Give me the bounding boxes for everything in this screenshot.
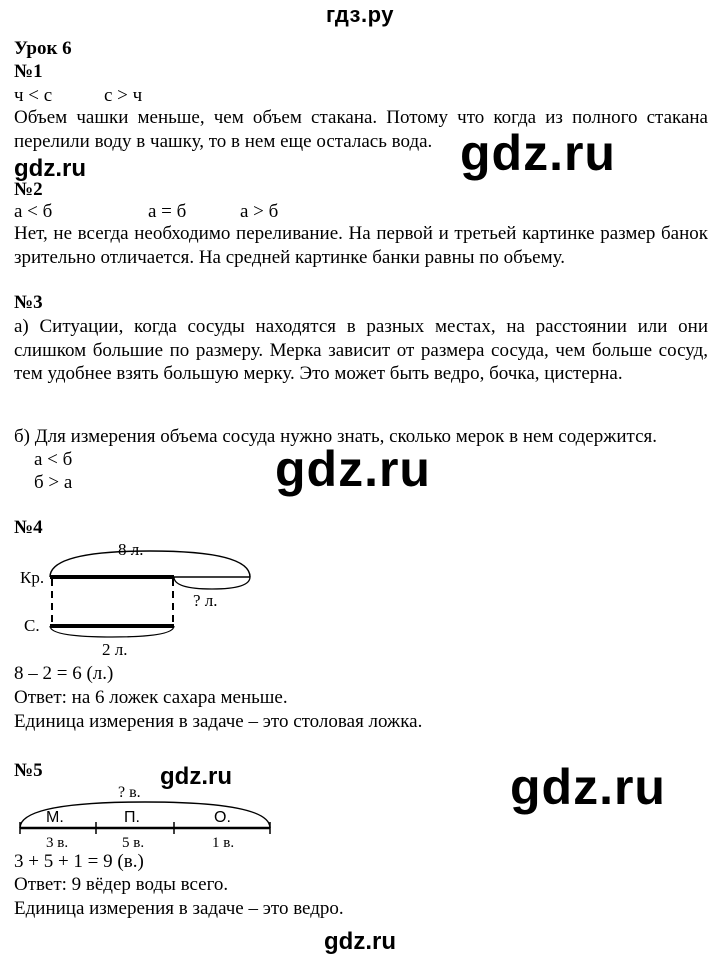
task-2-comparison-3: а > б bbox=[240, 201, 279, 222]
difference-label: ? л. bbox=[193, 591, 218, 610]
task-5-unit: Единица измерения в задаче – это ведро. bbox=[14, 898, 344, 919]
task-1-comparison-2: с > ч bbox=[104, 85, 143, 106]
watermark: gdz.ru bbox=[510, 759, 666, 815]
segment-2-value: 5 в. bbox=[122, 835, 145, 851]
bottom-label: 2 л. bbox=[102, 640, 128, 659]
task-5-number: №5 bbox=[14, 760, 43, 781]
task-5-diagram bbox=[10, 782, 280, 852]
task-5-equation: 3 + 5 + 1 = 9 (в.) bbox=[14, 851, 144, 872]
task-2-comparison-2: а = б bbox=[148, 201, 187, 222]
row-2-label: С. bbox=[24, 616, 40, 635]
site-title: гдз.ру bbox=[326, 2, 394, 27]
watermark: gdz.ru bbox=[275, 441, 431, 497]
task-4-number: №4 bbox=[14, 517, 43, 538]
task-3-text-a: а) Ситуации, когда сосуды находятся в разных местах, на расстоянии или они слишком большие по размеру. Мерка зависит от размера сосуда, чем больше сосуд, тем удобнее взять большую мерку. Это может быть ведро, бочка, цистерна. bbox=[14, 316, 708, 384]
task-3-text-b: б) Для измерения объема сосуда нужно знать, сколько мерок в нем содержится. bbox=[14, 426, 657, 447]
task-2-comparison-1: а < б bbox=[14, 201, 53, 222]
task-4-equation: 8 – 2 = 6 (л.) bbox=[14, 663, 114, 684]
task-1-comparison-1: ч < с bbox=[14, 85, 53, 106]
task-4-unit: Единица измерения в задаче – это столовая ложка. bbox=[14, 711, 423, 732]
segment-3-value: 1 в. bbox=[212, 835, 235, 851]
task-5-answer: Ответ: 9 вёдер воды всего. bbox=[14, 874, 229, 895]
task-2-number: №2 bbox=[14, 179, 43, 200]
top-label: 8 л. bbox=[118, 540, 144, 559]
watermark: gdz.ru bbox=[324, 928, 396, 955]
task-1-number: №1 bbox=[14, 61, 43, 82]
task-4-answer: Ответ: на 6 ложек сахара меньше. bbox=[14, 687, 288, 708]
lesson-title: Урок 6 bbox=[14, 38, 72, 59]
watermark: gdz.ru bbox=[460, 125, 616, 181]
segment-1-label: М. bbox=[46, 809, 64, 826]
watermark: gdz.ru bbox=[14, 155, 86, 182]
segment-2-label: П. bbox=[124, 809, 140, 826]
row-1-label: Кр. bbox=[20, 568, 45, 587]
task-3-comparison-2: б > а bbox=[34, 472, 73, 493]
task-3-comparison-1: а < б bbox=[34, 449, 73, 470]
segment-1-value: 3 в. bbox=[46, 835, 69, 851]
task-3-number: №3 bbox=[14, 292, 43, 313]
total-label: ? в. bbox=[118, 784, 141, 801]
task-4-diagram bbox=[10, 535, 270, 659]
task-2-text: Нет, не всегда необходимо переливание. На первой и третьей картинке размер банок зрительно отличается. На средней картинке банки равны по объему. bbox=[14, 223, 708, 268]
total-bracket bbox=[50, 551, 250, 577]
segment-3-label: О. bbox=[214, 809, 231, 826]
task-1-text: Объем чашки меньше, чем объем стакана. Потому что когда из полного стакана перелили воду в чашку, то в нем еще осталась вода. bbox=[14, 107, 708, 152]
difference-brace bbox=[174, 577, 250, 589]
watermark: gdz.ru bbox=[160, 763, 232, 790]
